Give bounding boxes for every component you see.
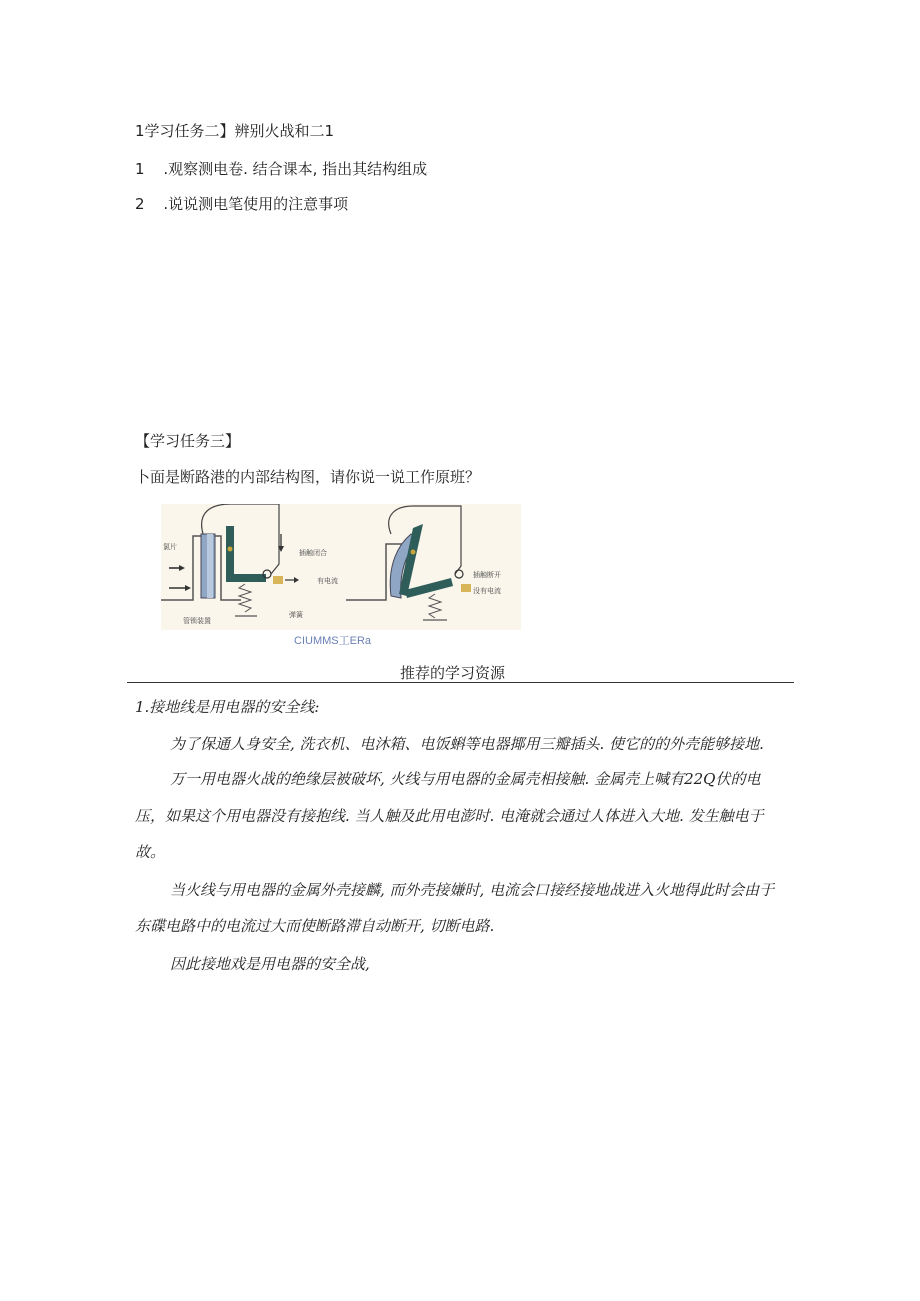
label-bimetal: 氯片 [163,543,177,551]
label-no-current: 没有电流 [473,587,501,595]
label-latch: 管锁装置 [183,617,211,625]
task3-question: 卜面是断路港的内部结构图，请你说一说工作原班？ [135,468,481,486]
diagram-drawing [161,504,521,630]
item-text: .说说测电笔使用的注意事项 [163,195,349,213]
resources-line-4: 故。 [135,843,166,861]
figure-caption: CIUMMS工ERa [294,635,372,647]
label-spring: 弹簧 [289,611,303,619]
resources-line-1: 为了保通人身安全, 洗衣机、电沐箱、电饭蝌等电器揶用三瓣插头. 使它的的外壳能够接地. [170,735,764,753]
item-number: 1 [135,160,145,178]
resources-line-6: 东碟电路中的电流过大而使断路滞自动断开, 切断电路. [135,917,495,935]
label-contact-closed: 插触闭合 [299,549,327,557]
circuit-breaker-diagram [161,504,521,630]
task2-heading: 1学习任务二】辨别火战和二1 [135,122,335,140]
resources-heading: 1.接地线是用电器的安全线: [135,698,320,716]
label-current: 有电流 [317,577,338,585]
resources-line-7: 因此接地戏是用电器的安全战, [170,955,370,973]
label-contact-open: 插触断开 [473,571,501,579]
task2-item-2 [135,193,348,214]
section-divider [127,682,794,683]
resources-line-2: 万一用电器火战的绝缘层被破坏, 火线与用电器的金属壳相接触. 金属壳上喊有22Q伏的电 [170,770,761,788]
resources-title: 推荐的学习资源 [400,664,506,682]
item-text: .观察测电卷. 结合课本, 指出其结构组成 [163,160,428,178]
resources-line-5: 当火线与用电器的金属外壳接麟, 而外壳接嫌时, 电流会口接经接地战进入火地得此时会由于 [170,881,775,899]
task2-item-1 [135,158,427,179]
item-number: 2 [135,195,145,213]
resources-line-3: 压，如果这个用电器没有接抱线. 当人触及此用电澎时. 电淹就会通过人体进入大地. 发生触电于 [135,807,764,825]
task3-heading: 【学习任务三】 [135,432,241,450]
